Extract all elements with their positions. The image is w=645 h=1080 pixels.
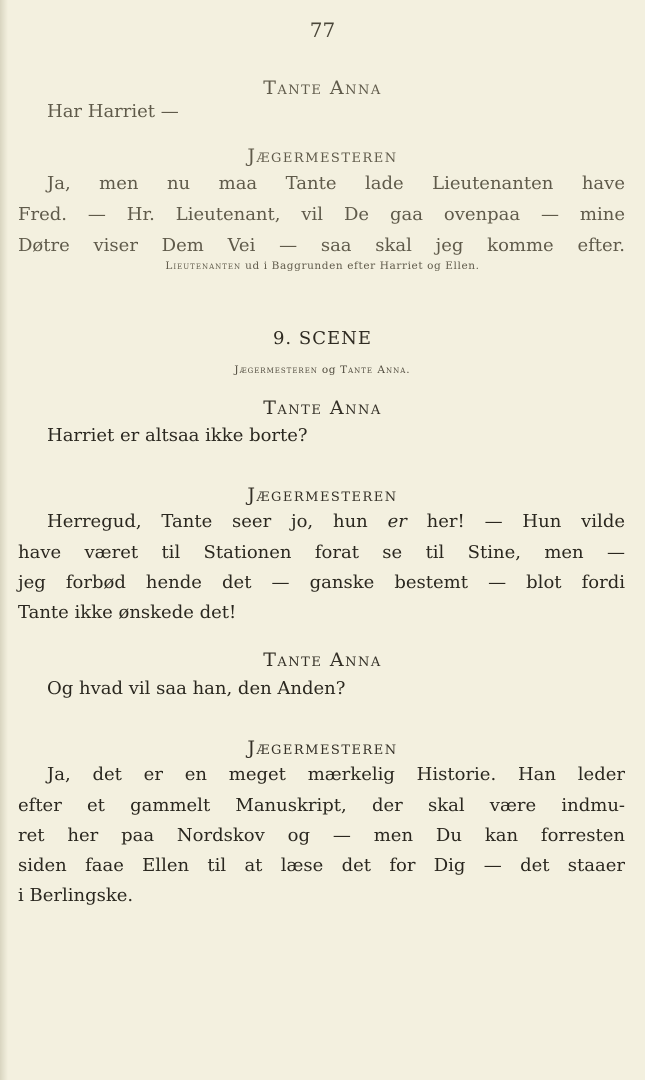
stage-direction-1 <box>0 260 645 272</box>
direction-character: Lieutenanten <box>165 260 242 272</box>
dialogue-line-5: Og hvad vil saa han, den Anden? <box>47 678 346 699</box>
direction-text: ud i Baggrunden efter Harriet og Ellen. <box>241 260 480 272</box>
direction-character-2: Tante Anna. <box>340 364 411 376</box>
dialogue-para-2-line-3: Døtre viser Dem Vei — saa skal jeg komme efter. <box>18 235 625 256</box>
dialogue-para-6-line-3: ret her paa Nordskov og — men Du kan forresten <box>18 825 625 846</box>
dialogue-para-2-line-2: Fred. — Hr. Lieutenant, vil De gaa ovenpaa — mine <box>18 204 625 225</box>
dialogue-line-3: Harriet er altsaa ikke borte? <box>47 425 308 446</box>
direction-character-1: Jægermesteren <box>234 364 318 376</box>
speaker-jaegermesteren-1: Jægermesteren <box>247 145 398 167</box>
para-4-line-1-end: her! — Hun vilde <box>406 511 625 532</box>
dialogue-para-2-line-1: Ja, men nu maa Tante lade Lieutenanten have <box>47 173 625 194</box>
scene-title: 9. SCENE <box>272 328 373 349</box>
dialogue-line-1: Har Harriet — <box>47 101 179 122</box>
para-4-emphasis: er <box>387 511 407 532</box>
direction-connector: og <box>317 364 341 376</box>
para-4-line-1-start: Herregud, Tante seer jo, hun <box>47 511 388 532</box>
speaker-tante-anna-1: Tante Anna <box>263 77 382 99</box>
speaker-tante-anna-3: Tante Anna <box>263 649 382 671</box>
dialogue-para-6-line-4: siden faae Ellen til at læse det for Dig — det staaer <box>18 855 625 876</box>
dialogue-para-4-line-4: Tante ikke ønskede det! <box>18 602 237 623</box>
dialogue-para-6-line-2: efter et gammelt Manuskript, der skal være indmu- <box>18 795 625 816</box>
speaker-jaegermesteren-2: Jægermesteren <box>247 484 398 506</box>
dialogue-para-6-line-1: Ja, det er en meget mærkelig Historie. Han leder <box>47 764 625 785</box>
dialogue-para-4-line-2: have været til Stationen forat se til Stine, men — <box>18 542 625 563</box>
stage-direction-2 <box>0 364 645 376</box>
dialogue-para-6-line-5: i Berlingske. <box>18 885 134 906</box>
speaker-tante-anna-2: Tante Anna <box>263 397 382 419</box>
dialogue-para-4-line-3: jeg forbød hende det — ganske bestemt — blot fordi <box>18 572 625 593</box>
page-number: 77 <box>309 18 336 42</box>
speaker-jaegermesteren-3: Jægermesteren <box>247 737 398 759</box>
dialogue-para-4-line-1 <box>47 506 625 537</box>
